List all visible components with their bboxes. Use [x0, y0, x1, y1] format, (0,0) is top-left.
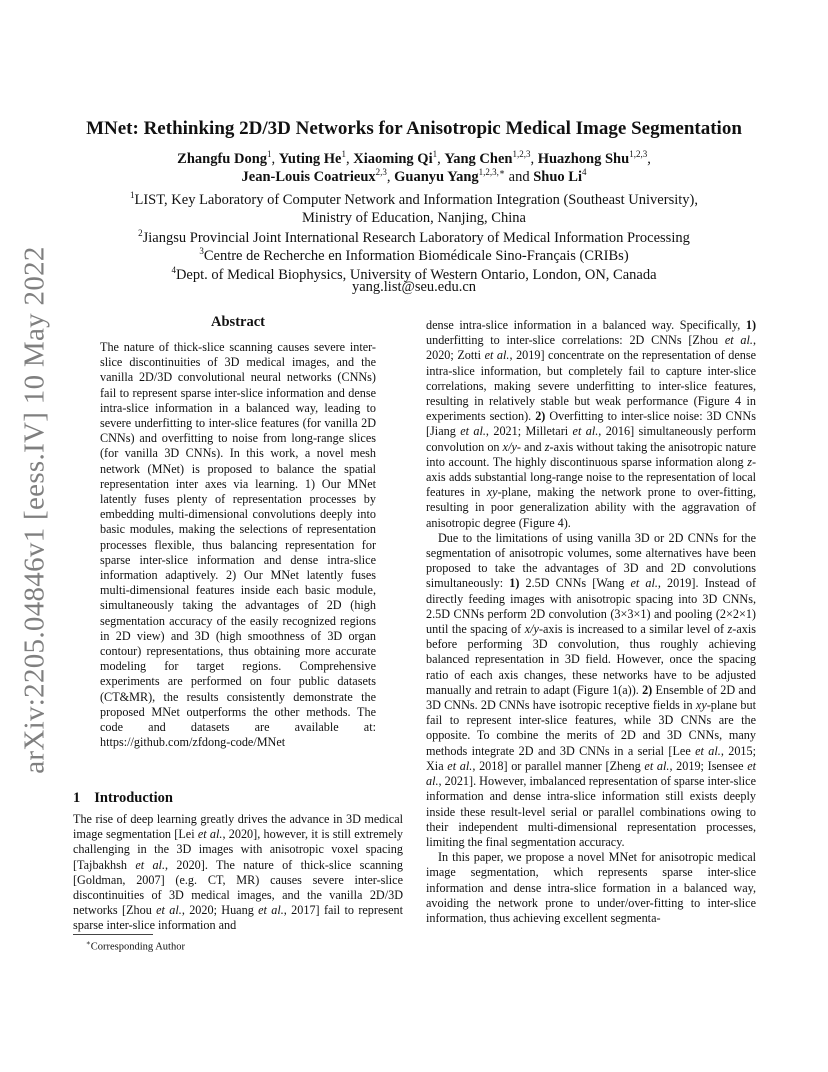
author-line-2: Jean-Louis Coatrieux$^{2,3}$, Guanyu Yang$^{1,2,3,∗}$ and Shuo Li$^4$	[241, 167, 587, 185]
right-column	[426, 318, 756, 926]
paragraph: Due to the limitations of using vanilla 3D or 2D CNNs for the segmentation of anisotropic volumes, some alternatives have been proposed to take the advantages of 3D and 2D convolutions simultaneously: 1) 2.5D CNNs [Wang et al., 2019]. Instead of directly feeding images with anisotropic spacing into 3D CNNs, 2.5D CNNs perform 2D convolution (3×3×1) and pooling (2×2×1) until the spacing of x/y-axis is increased to a similar level of z-axis before performing 3D convolution, thus roughly achieving balanced representation in 3D field. However, once the spacing ratio of each axis changes, these networks have to be adjusted manually and retrain to adapt (Figure 1(a)). 2) Ensemble of 2D and 3D CNNs. 2D CNNs have isotropic receptive fields in xy-plane but fail to represent inter-slice features, while 3D CNNs are the opposite. To combine the merits of 2D and 3D CNNs, many methods integrate 2D and 3D CNNs in a serial [Lee et al., 2015; Xia et al., 2018] or parallel manner [Zheng et al., 2019; Isensee et al., 2021]. However, imbalanced representation of sparse inter-slice information and dense intra-slice information still exists deeply inside these result-level serial or parallel combinations owing to their independent multi-dimensional representation processes, limiting the final segmentation accuracy.	[426, 530, 757, 849]
abstract-heading: Abstract	[211, 314, 265, 330]
affiliation-3: $^3$Centre de Recherche en Information Biomédicale Sino-Français (CRIBs)	[199, 246, 629, 264]
arxiv-sidebar	[10, 246, 60, 774]
author-name: Yuting He	[278, 150, 342, 167]
author-name: Yang Chen	[444, 150, 513, 167]
author-name: Xiaoming Qi	[353, 150, 433, 167]
section-heading-introduction: 1 Introduction	[73, 790, 173, 806]
paragraph: dense intra-slice information in a balanced way. Specifically, 1) underfitting to inter-slice correlations: 2D CNNs [Zhou et al., 2020; Zotti et al., 2019] concentrate on the representation of dense intra-slice information, but completely fail to capture inter-slice correlations, making severe underfitting to inter-slice features, resulting in relatively stable but weak performance (Figure 4 in experiments section). 2) Overfitting to inter-slice noise: 3D CNNs [Jiang et al., 2021; Milletari et al., 2016] simultaneously perform convolution on x/y- and z-axis without taking the anisotropic nature into account. The highly discontinuous sparse information along z-axis adds substantial long-range noise to the representation of local features in xy-plane, making the network prone to over-fitting, resulting in poor generalization ability with the aggravation of anisotropic degree (Figure 4).	[426, 318, 757, 530]
affiliation-2: $^2$Jiangsu Provincial Joint International Research Laboratory of Medical Information Processing	[138, 228, 690, 246]
author-name: Jean-Louis Coatrieux	[241, 168, 376, 185]
paper-title: MNet: Rethinking 2D/3D Networks for Anisotropic Medical Image Segmentation	[86, 118, 742, 139]
author-line-1: Zhangfu Dong$^1$, Yuting He$^1$, Xiaoming Qi$^1$, Yang Chen$^{1,2,3}$, Huazhong Shu$^{1,2,3}$,	[177, 149, 651, 167]
author-name: Guanyu Yang	[394, 168, 479, 185]
paragraph: In this paper, we propose a novel MNet for anisotropic medical image segmentation, which represents sparse inter-slice information and dense intra-slice formation in a balanced way, avoiding the network prone to under/over-fitting to inter-slice information, thus achieving excellent segmenta-	[426, 850, 756, 925]
author-name: Zhangfu Dong	[177, 150, 268, 167]
author-name: Huazhong Shu	[537, 150, 630, 167]
author-email: yang.list@seu.edu.cn	[351, 279, 477, 295]
affiliation-1: $^1$LIST, Key Laboratory of Computer Network and Information Integration (Southeast University), Ministry of Education, Nanjing, China	[130, 190, 698, 226]
affiliation-4: $^4$Dept. of Medical Biophysics, University of Western Ontario, London, ON, Canada	[171, 265, 657, 283]
footnote: ∗Corresponding Author	[86, 939, 185, 953]
footnote-rule	[73, 934, 153, 935]
arxiv-identifier: arXiv:2205.04846v1 [eess.IV] 10 May 2022	[18, 246, 51, 774]
abstract-body: The nature of thick-slice scanning causes severe inter-slice discontinuities of 3D medical images, and the vanilla 2D/3D convolutional neural networks (CNNs) fail to represent sparse inter-slice information and dense intra-slice information in a balanced way, leading to severe underfitting to inter-slice features (for vanilla 2D CNNs) and overfitting to noise from long-range slices (for vanilla 3D CNNs). In this work, a novel mesh network (MNet) is proposed to balance the spatial representation inter axes via learning. 1) Our MNet latently fuses plenty of representation processes by embedding multi-dimensional convolutions deeply into basic modules, making the selections of representation processes flexible, thus balancing representation for sparse inter-slice information and dense intra-slice information adaptively. 2) Our MNet latently fuses multi-dimensional features inside each basic module, simultaneously taking the advantages of 2D (high segmentation accuracy of the easily recognized regions in 2D view) and 3D (high smoothness of 3D organ contour) representations, thus obtaining more accurate modeling for target regions. Comprehensive experiments are performed on four public datasets (CT&MR), the results consistently demonstrate the proposed MNet outperforms the other methods. The code and datasets are available at: https://github.com/zfdong-code/MNet	[100, 340, 376, 750]
introduction-paragraph: The rise of deep learning greatly drives the advance in 3D medical image segmentation [Lei et al., 2020], however, it is still extremely challenging in the 3D images with anisotropic voxel spacing [Tajbakhsh et al., 2020]. The nature of thick-slice scanning [Goldman, 2007] (e.g. CT, MR) causes severe inter-slice discontinuities of 3D medical images, and the vanilla 2D/3D networks [Zhou et al., 2020; Huang et al., 2017] fail to represent sparse inter-slice information and	[73, 812, 403, 933]
author-name: Shuo Li	[533, 168, 582, 185]
